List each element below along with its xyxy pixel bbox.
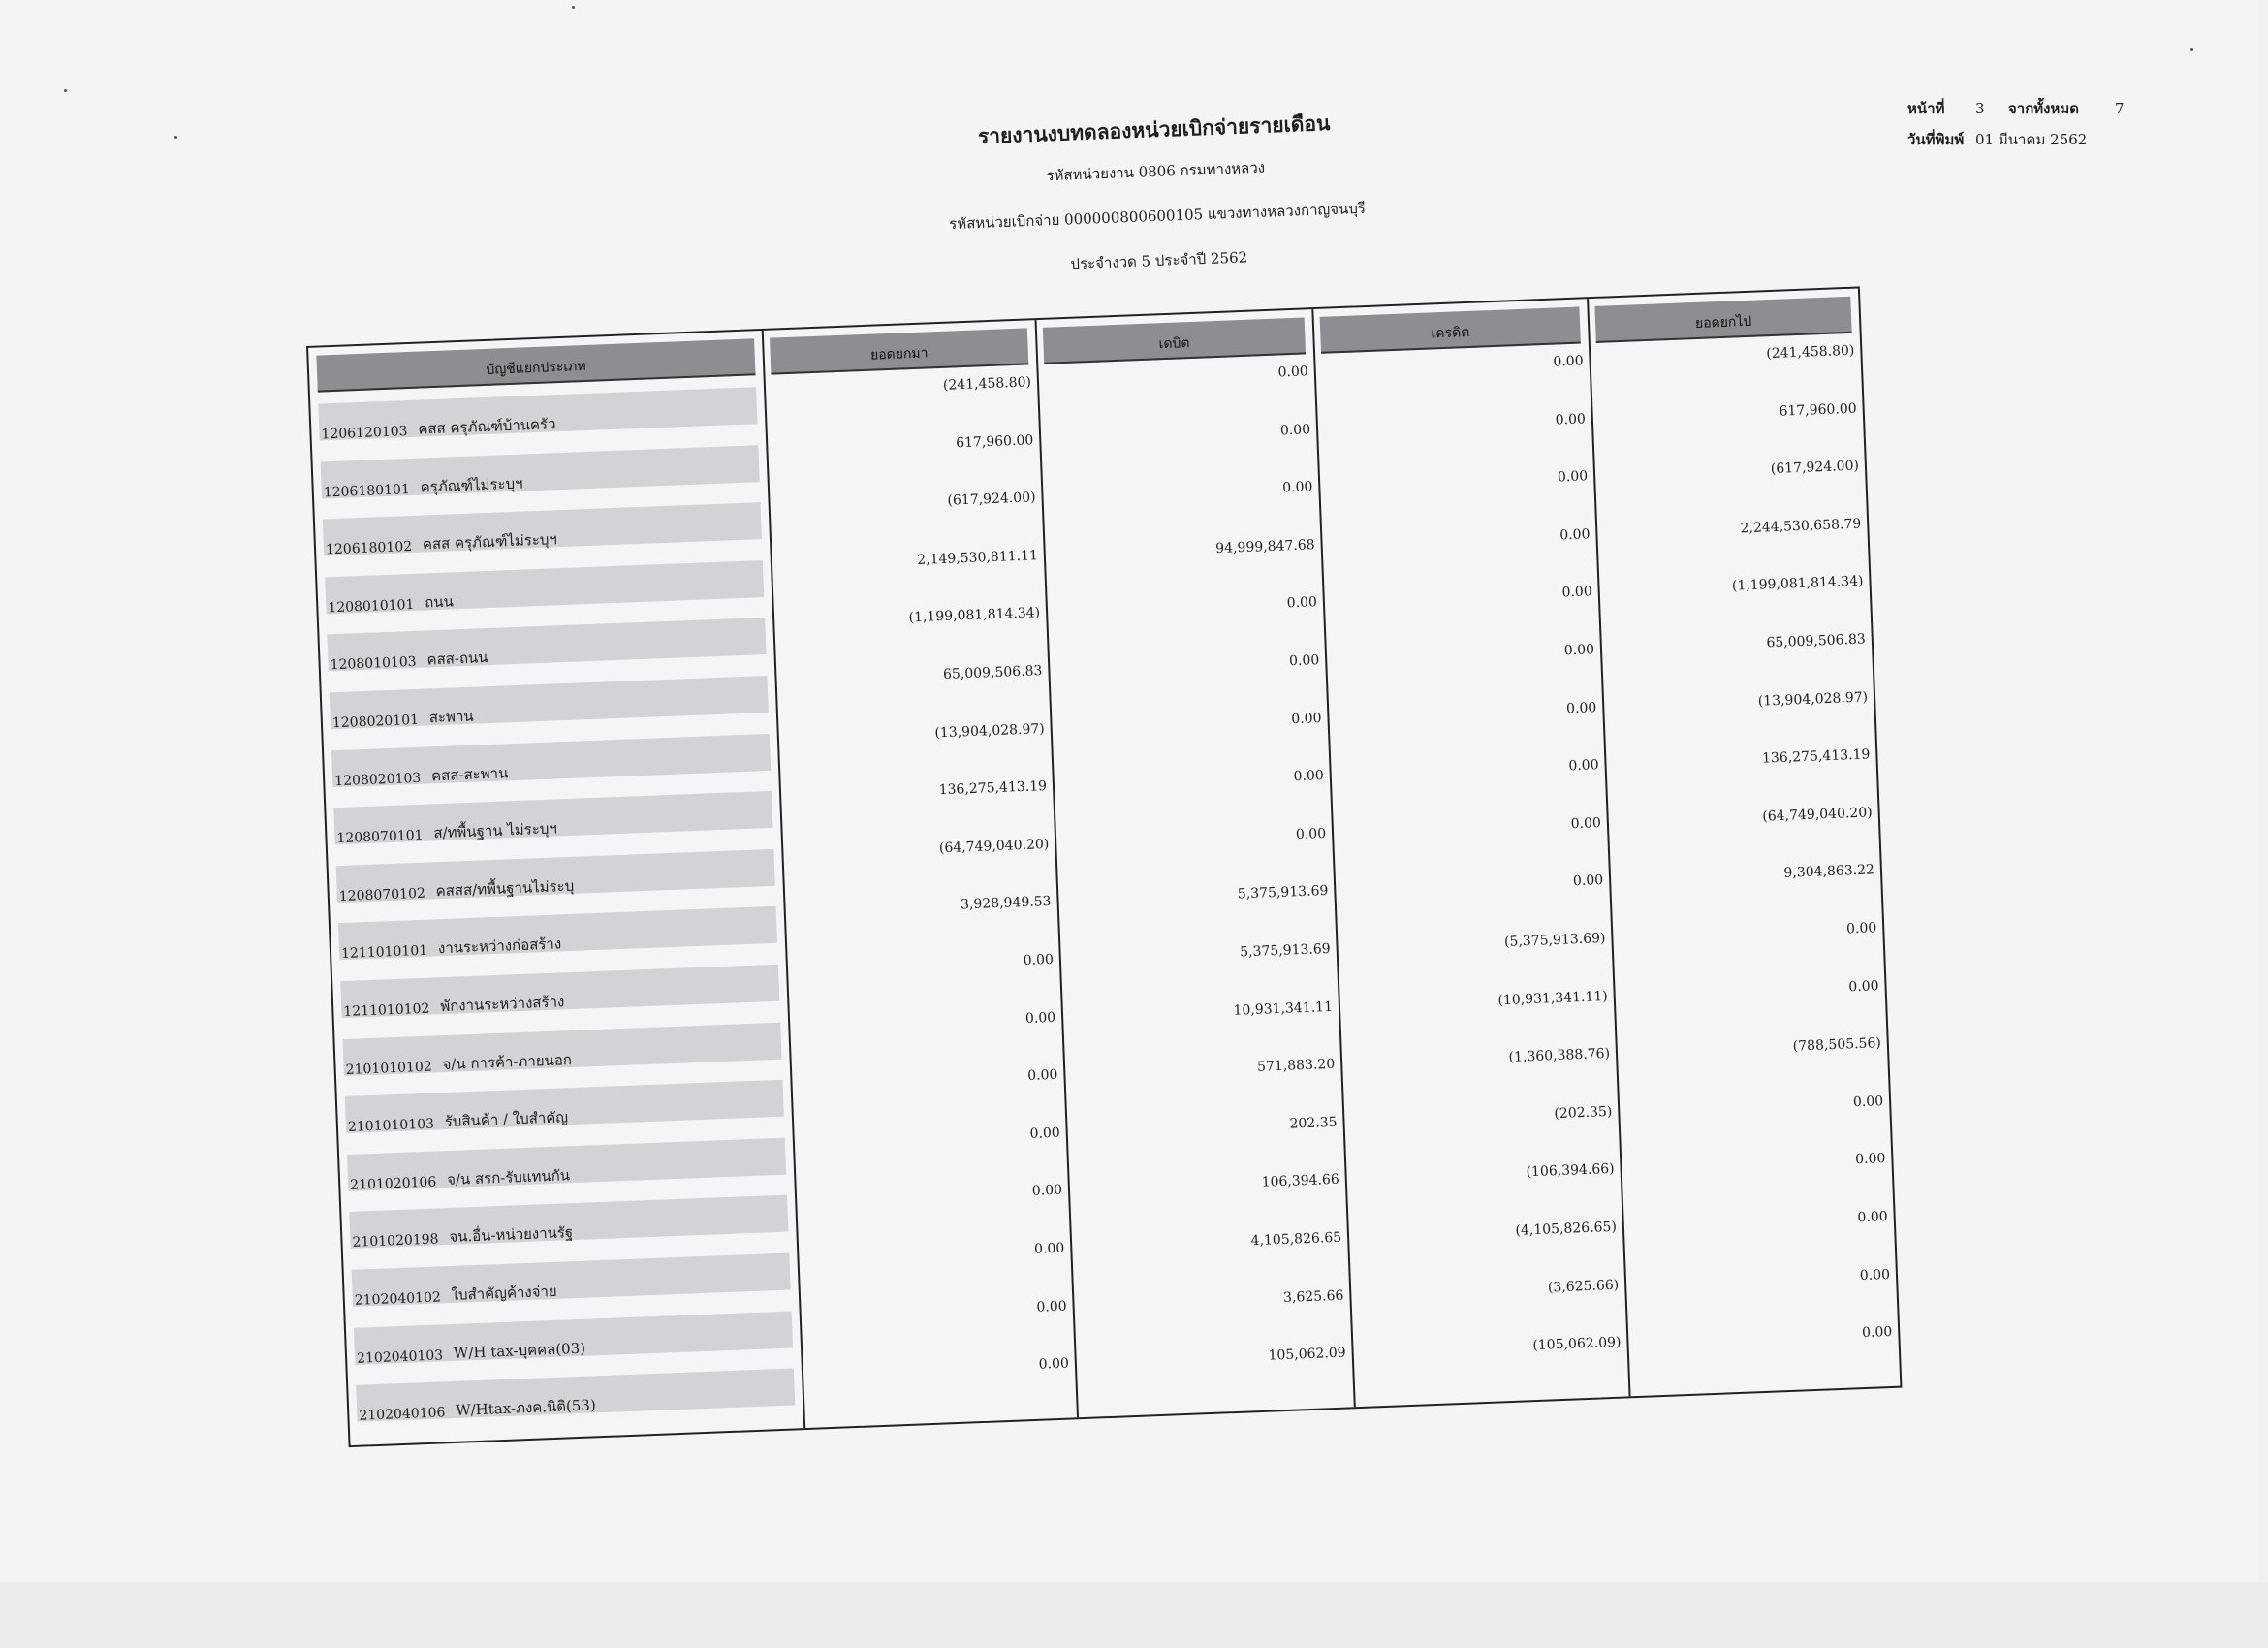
carried-forward-value: 617,960.00 xyxy=(1779,400,1857,420)
account-name: ส/ทพื้นฐาน ไม่ระบุฯ xyxy=(433,819,558,842)
scan-speck xyxy=(572,6,575,9)
table-row xyxy=(1593,455,1867,523)
column-account xyxy=(308,331,805,1445)
account-code: 1208020103 xyxy=(333,770,422,789)
column-carried-forward xyxy=(1587,289,1900,1397)
debit-value: 0.00 xyxy=(1291,710,1322,727)
table-row xyxy=(790,1063,1065,1132)
carried-forward-value: 9,304,863.22 xyxy=(1783,862,1875,882)
scan-speck xyxy=(64,89,67,92)
print-date-label: วันที่พิมพ์ xyxy=(1907,131,1965,148)
carried-forward-value: 2,244,530,658.79 xyxy=(1740,516,1862,537)
brought-forward-value: 0.00 xyxy=(1036,1298,1067,1315)
carried-forward-value: 0.00 xyxy=(1852,1093,1884,1111)
table-row xyxy=(1622,1205,1895,1274)
carried-forward-value: (617,924.00) xyxy=(1770,458,1860,478)
table-row xyxy=(1351,1331,1628,1400)
account-code: 1208010103 xyxy=(330,654,417,674)
carried-forward-value: 65,009,506.83 xyxy=(1766,631,1867,651)
account-name: คสส ครุภัณฑ์บ้านครัว xyxy=(418,415,556,438)
table-row xyxy=(1595,512,1869,581)
page-label: หน้าที่ xyxy=(1907,100,1945,117)
total-label: จากทั้งหมด xyxy=(2008,100,2080,117)
account-name: คสส-สะพาน xyxy=(430,763,509,784)
account-code: 1206180102 xyxy=(325,539,413,558)
brought-forward-value: 65,009,506.83 xyxy=(942,663,1043,683)
table-row xyxy=(1620,1147,1893,1216)
table-row xyxy=(1604,743,1877,811)
table-row xyxy=(1600,627,1874,696)
debit-value: 3,625.66 xyxy=(1282,1287,1344,1306)
account-code: 2101020106 xyxy=(349,1174,437,1193)
credit-value: 0.00 xyxy=(1570,814,1602,833)
table-row xyxy=(1613,974,1886,1043)
brought-forward-value: (617,924.00) xyxy=(947,490,1036,509)
account-name: W/Htax-ภงค.นิติ(53) xyxy=(455,1396,597,1420)
account-name: ใบสำคัญค้างจ่าย xyxy=(451,1282,557,1304)
debit-value: 0.00 xyxy=(1293,768,1325,785)
page-number: 3 xyxy=(1975,100,1985,117)
account-name: สะพาน xyxy=(428,707,474,727)
table-row xyxy=(1618,1090,1891,1158)
scan-speck xyxy=(174,136,177,139)
debit-value: 94,999,847.68 xyxy=(1214,537,1315,556)
carried-forward-value: 0.00 xyxy=(1861,1324,1893,1342)
account-name: จ/น สรก-รับแทนกัน xyxy=(446,1165,571,1188)
credit-value: 0.00 xyxy=(1559,526,1591,544)
account-name: จน.อื่น-หน่วยงานรัฐ xyxy=(449,1223,574,1247)
debit-value: 4,105,826.65 xyxy=(1250,1229,1342,1250)
trial-balance-table xyxy=(306,286,1902,1447)
header-credit: เครดิต xyxy=(1320,307,1581,354)
debit-value: 0.00 xyxy=(1295,825,1327,842)
header-debit: เดบิต xyxy=(1043,317,1306,364)
table-row xyxy=(1602,685,1875,754)
credit-value: 0.00 xyxy=(1553,353,1584,370)
credit-value: 0.00 xyxy=(1561,584,1593,601)
debit-value: 105,062.09 xyxy=(1268,1345,1346,1364)
total-pages: 7 xyxy=(2115,100,2125,117)
disbursement-unit: รหัสหน่วยเบิกจ่าย 000000800600105 แขวงทางหลวงกาญจนบุรี xyxy=(948,199,1367,234)
carried-forward-value: 0.00 xyxy=(1857,1209,1888,1226)
brought-forward-value: 617,960.00 xyxy=(955,431,1034,451)
carried-forward-value: (788,505.56) xyxy=(1792,1035,1882,1055)
carried-forward-value: 0.00 xyxy=(1859,1266,1891,1284)
carried-forward-value: 136,275,413.19 xyxy=(1761,746,1871,767)
table-row xyxy=(772,601,1048,670)
table-row xyxy=(1606,801,1879,870)
account-code: 1206120103 xyxy=(321,424,408,443)
table-row xyxy=(1609,858,1882,927)
carried-forward-value: 0.00 xyxy=(1845,920,1877,937)
account-name: ถนน xyxy=(424,592,455,612)
debit-value: 5,375,913.69 xyxy=(1237,883,1329,903)
credit-value: 0.00 xyxy=(1568,757,1599,775)
table-row xyxy=(1074,1342,1353,1410)
credit-value: (5,375,913.69) xyxy=(1503,930,1606,950)
scan-speck xyxy=(2190,48,2193,51)
brought-forward-value: 0.00 xyxy=(1026,1066,1058,1085)
header-brought-forward: ยอดยกมา xyxy=(770,328,1028,374)
account-name: งานระหว่างก่อสร้าง xyxy=(437,935,562,958)
debit-value: 0.00 xyxy=(1288,652,1320,670)
brought-forward-value: 2,149,530,811.11 xyxy=(916,547,1039,568)
account-code: 2102040106 xyxy=(359,1405,446,1424)
credit-value: (1,360,388.76) xyxy=(1508,1046,1611,1066)
brought-forward-value: 0.00 xyxy=(1038,1355,1070,1373)
credit-value: (106,394.66) xyxy=(1526,1161,1615,1181)
account-name: W/H tax-บุคคล(03) xyxy=(453,1339,586,1362)
carried-forward-value: (241,458.80) xyxy=(1766,342,1855,363)
account-name: คสส-ถนน xyxy=(426,649,488,669)
credit-value: (4,105,826.65) xyxy=(1515,1219,1618,1239)
report-header xyxy=(911,105,1402,281)
debit-value: 5,375,913.69 xyxy=(1239,940,1331,961)
debit-value: 0.00 xyxy=(1279,421,1311,439)
account-code: 2101010102 xyxy=(345,1059,433,1078)
brought-forward-value: 0.00 xyxy=(1029,1125,1061,1142)
credit-value: 0.00 xyxy=(1563,642,1595,659)
account-code: 1211010102 xyxy=(343,1000,430,1021)
brought-forward-value: (64,749,040.20) xyxy=(938,836,1050,857)
account-code: 1208070102 xyxy=(338,885,426,904)
table-row xyxy=(779,775,1055,843)
page-meta xyxy=(1907,93,2169,155)
account-name: รับสินค้า / ใบสำคัญ xyxy=(444,1108,569,1131)
table-row xyxy=(768,486,1043,555)
scan-background xyxy=(0,1582,2268,1648)
account-code: 1206180101 xyxy=(323,481,411,501)
account-code: 1211010101 xyxy=(340,943,428,963)
account-code: 1208010101 xyxy=(328,596,415,617)
debit-value: 106,394.66 xyxy=(1261,1172,1340,1191)
table-row xyxy=(1616,1031,1889,1100)
column-debit xyxy=(1035,309,1356,1417)
table-row xyxy=(802,1352,1077,1421)
brought-forward-value: 0.00 xyxy=(1033,1240,1065,1257)
debit-value: 0.00 xyxy=(1286,594,1318,612)
account-code: 1208070101 xyxy=(336,827,424,847)
column-brought-forward xyxy=(762,320,1079,1428)
column-credit xyxy=(1311,299,1630,1407)
header-carried-forward: ยอดยกไป xyxy=(1594,297,1851,343)
report-period: ประจำงวด 5 ประจำปี 2562 xyxy=(1070,248,1248,273)
account-name: จ/น การค้า-ภายนอก xyxy=(442,1050,573,1073)
brought-forward-value: 0.00 xyxy=(1031,1183,1063,1200)
account-code: 2101010103 xyxy=(347,1116,435,1136)
credit-value: (3,625.66) xyxy=(1547,1277,1620,1296)
brought-forward-value: (13,904,028.97) xyxy=(934,720,1046,741)
brought-forward-value: 0.00 xyxy=(1024,1009,1056,1027)
credit-value: (10,931,341.11) xyxy=(1497,988,1609,1008)
table-row xyxy=(1591,396,1864,465)
carried-forward-value: (64,749,040.20) xyxy=(1762,805,1873,825)
debit-value: 0.00 xyxy=(1281,479,1313,496)
account-code: 2101020198 xyxy=(352,1231,439,1252)
carried-forward-value: 0.00 xyxy=(1854,1151,1886,1168)
table-row xyxy=(1589,338,1862,407)
credit-value: 0.00 xyxy=(1555,410,1587,428)
debit-value: 0.00 xyxy=(1277,364,1309,381)
credit-value: (202.35) xyxy=(1554,1103,1613,1122)
table-row xyxy=(1611,916,1884,985)
brought-forward-value: (1,199,081,814.34) xyxy=(908,605,1041,626)
carried-forward-value: (13,904,028.97) xyxy=(1757,689,1869,710)
carried-forward-value: (1,199,081,814.34) xyxy=(1731,573,1864,595)
account-name: คสส ครุภัณฑ์ไม่ระบุฯ xyxy=(422,530,558,554)
table-row xyxy=(1624,1262,1898,1331)
report-title: รายงานงบทดลองหน่วยเบิกจ่ายรายเดือน xyxy=(977,111,1331,148)
brought-forward-value: 0.00 xyxy=(1023,951,1055,969)
debit-value: 202.35 xyxy=(1289,1114,1338,1132)
account-code: 2102040102 xyxy=(354,1289,442,1309)
table-row xyxy=(1626,1320,1900,1389)
credit-value: (105,062.09) xyxy=(1532,1334,1622,1354)
credit-value: 0.00 xyxy=(1557,468,1589,486)
brought-forward-value: (241,458.80) xyxy=(942,374,1032,394)
account-code: 1208020101 xyxy=(331,712,420,732)
account-name: ครุภัณฑ์ไม่ระบุฯ xyxy=(420,474,523,496)
credit-value: 0.00 xyxy=(1572,872,1604,890)
table-row xyxy=(795,1179,1070,1248)
header-account: บัญชีแยกประเภท xyxy=(316,338,755,392)
brought-forward-value: 136,275,413.19 xyxy=(938,778,1048,799)
table-row xyxy=(783,890,1058,959)
account-name: คสสส/ทพื้นฐานไม่ระบุ xyxy=(435,876,575,901)
credit-value: 0.00 xyxy=(1565,699,1597,716)
agency-code: รหัสหน่วยงาน 0806 กรมทางหลวง xyxy=(1046,158,1266,185)
debit-value: 10,931,341.11 xyxy=(1233,998,1334,1019)
account-code: 2102040103 xyxy=(356,1347,444,1367)
table-row xyxy=(1597,570,1871,639)
brought-forward-value: 3,928,949.53 xyxy=(960,894,1052,913)
carried-forward-value: 0.00 xyxy=(1848,977,1879,995)
print-date: 01 มีนาคม 2562 xyxy=(1975,131,2088,148)
debit-value: 571,883.20 xyxy=(1256,1057,1336,1076)
account-name: พักงานระหว่างสร้าง xyxy=(439,993,565,1016)
